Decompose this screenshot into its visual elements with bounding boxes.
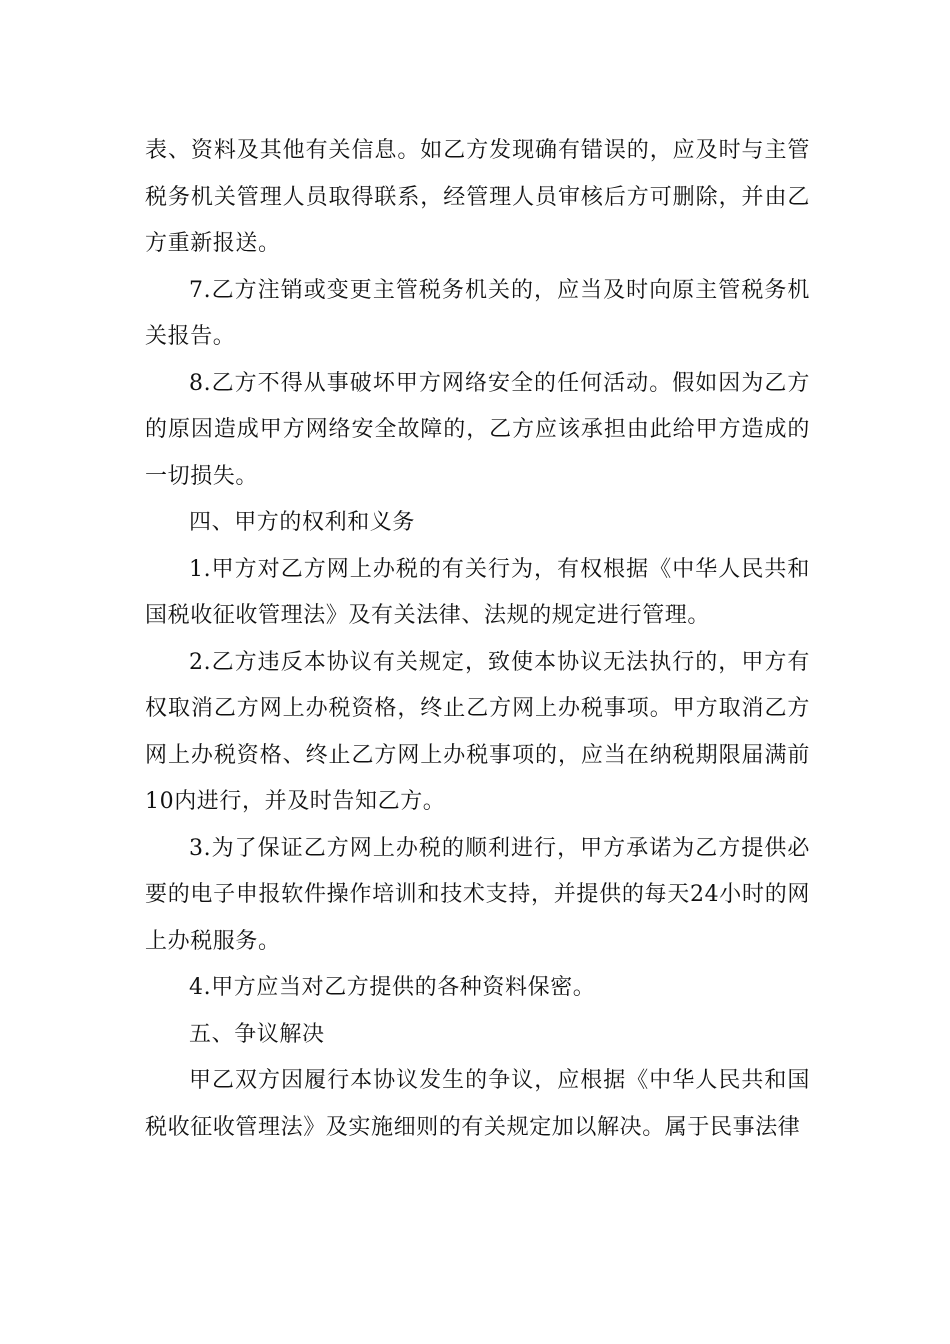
paragraph-party-a-clause-1: 1.甲方对乙方网上办税的有关行为，有权根据《中华人民共和国税收征收管理法》及有关法律、法规的规定进行管理。 — [145, 556, 810, 628]
document-body — [145, 128, 810, 1151]
paragraph-clause-7: 7.乙方注销或变更主管税务机关的，应当及时向原主管税务机关报告。 — [145, 277, 810, 349]
paragraph-dispute-resolution: 甲乙双方因履行本协议发生的争议，应根据《中华人民共和国税收征收管理法》及实施细则的有关规定加以解决。属于民事法律 — [145, 1068, 810, 1140]
paragraph-party-a-clause-2: 2.乙方违反本协议有关规定，致使本协议无法执行的，甲方有权取消乙方网上办税资格，终止乙方网上办税事项。甲方取消乙方网上办税资格、终止乙方网上办税事项的，应当在纳税期限届满前10内进行，并及时告知乙方。 — [145, 649, 810, 814]
section-heading-five: 五、争议解决 — [189, 1021, 325, 1047]
paragraph-party-a-clause-4: 4.甲方应当对乙方提供的各种资料保密。 — [189, 975, 596, 1000]
paragraph-continuation: 表、资料及其他有关信息。如乙方发现确有错误的，应及时与主管税务机关管理人员取得联系，经管理人员审核后方可删除，并由乙方重新报送。 — [145, 138, 810, 256]
section-heading-four: 四、甲方的权利和义务 — [189, 510, 416, 535]
paragraph-party-a-clause-3: 3.为了保证乙方网上办税的顺利进行，甲方承诺为乙方提供必要的电子申报软件操作培训和技术支持，并提供的每天24小时的网上办税服务。 — [145, 835, 810, 954]
paragraph-clause-8: 8.乙方不得从事破坏甲方网络安全的任何活动。假如因为乙方的原因造成甲方网络安全故障的，乙方应该承担由此给甲方造成的一切损失。 — [145, 370, 810, 489]
